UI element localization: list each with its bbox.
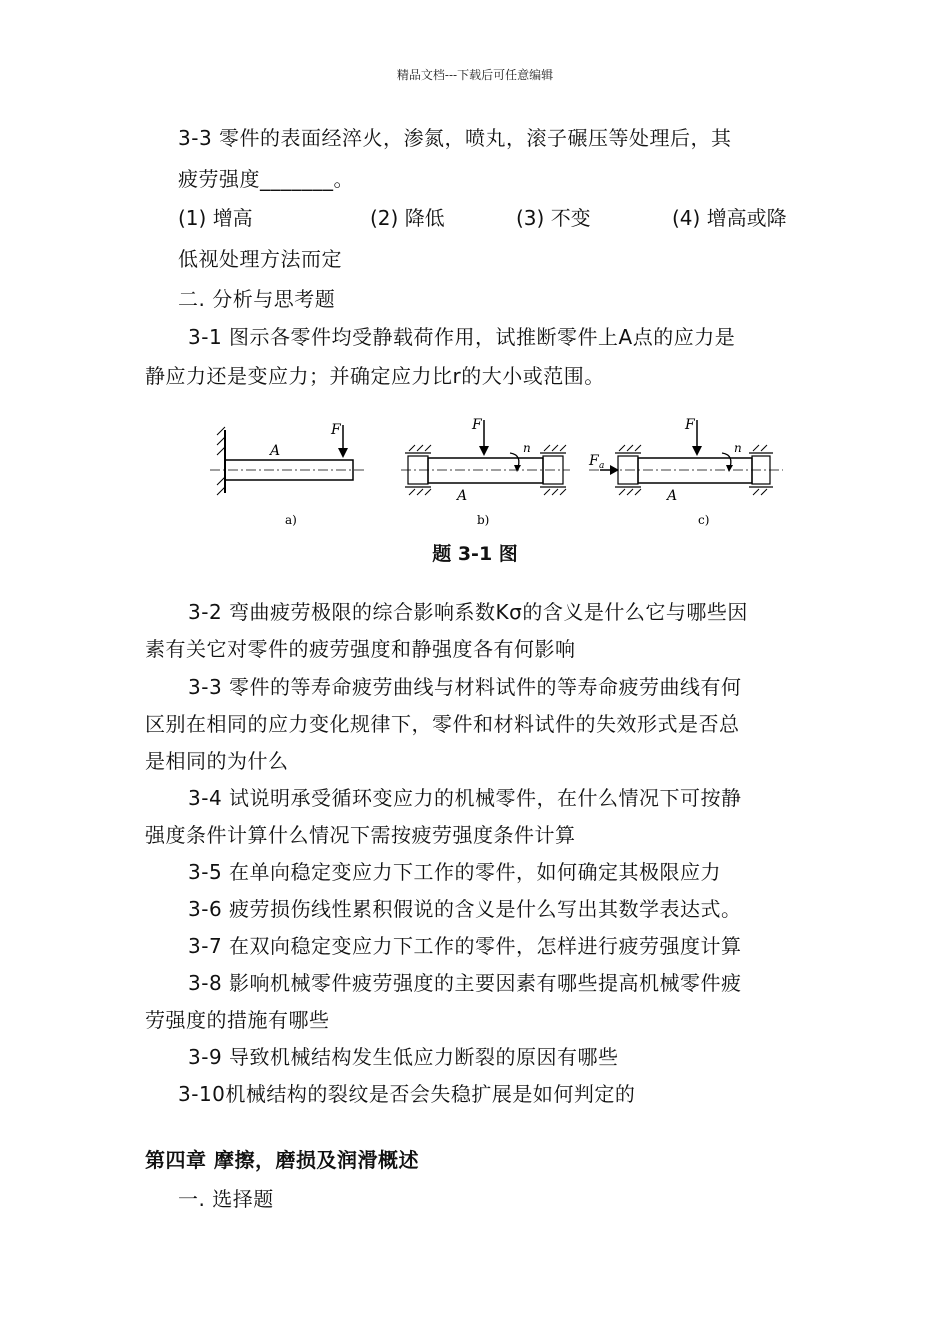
question-3-9: 3-9 导致机械结构发生低应力断裂的原因有哪些	[188, 1045, 619, 1069]
option-4: (4) 增高或降	[672, 206, 787, 230]
question-3-3b-line-3: 是相同的为什么	[145, 749, 289, 773]
point-a-label-a: A	[270, 443, 281, 459]
point-a-label-c: A	[667, 488, 678, 504]
force-label-b: F	[472, 417, 482, 433]
chapter-4-title: 第四章 摩擦，磨损及润滑概述	[145, 1148, 419, 1172]
axial-force-subscript-c: a	[599, 461, 605, 471]
question-3-3-line-1: 3-3 零件的表面经淬火，渗氮，喷丸，滚子碾压等处理后，其	[178, 126, 732, 150]
question-3-8-line-1: 3-8 影响机械零件疲劳强度的主要因素有哪些提高机械零件疲	[188, 971, 742, 995]
question-3-2-line-2: 素有关它对零件的疲劳强度和静强度各有何影响	[145, 637, 576, 661]
question-3-3b-line-1: 3-3 零件的等寿命疲劳曲线与材料试件的等寿命疲劳曲线有何	[188, 675, 742, 699]
question-3-1-line-2: 静应力还是变应力；并确定应力比r的大小或范围。	[145, 364, 605, 388]
page-header: 精品文档---下载后可任意编辑	[396, 68, 554, 82]
figure-c	[588, 417, 783, 527]
figure-b	[401, 417, 570, 527]
question-3-10: 3-10机械结构的裂纹是否会失稳扩展是如何判定的	[178, 1082, 636, 1106]
figure-caption: 题 3-1 图	[432, 543, 518, 565]
axial-force-label-c: F	[589, 453, 599, 469]
option-2: (2) 降低	[370, 206, 445, 230]
sublabel-a: a)	[285, 513, 297, 527]
point-a-label-b: A	[457, 488, 468, 504]
question-3-3b-line-2: 区别在相同的应力变化规律下，零件和材料试件的失效形式是否总	[145, 712, 740, 736]
question-3-7: 3-7 在双向稳定变应力下工作的零件，怎样进行疲劳强度计算	[188, 934, 742, 958]
question-3-1-line-1: 3-1 图示各零件均受静载荷作用，试推断零件上A点的应力是	[188, 325, 736, 349]
figure-a	[210, 422, 365, 527]
option-3: (3) 不变	[516, 206, 591, 230]
question-3-6: 3-6 疲劳损伤线性累积假说的含义是什么写出其数学表达式。	[188, 897, 742, 921]
force-label-c: F	[685, 417, 695, 433]
sublabel-c: c)	[698, 513, 710, 527]
question-3-3-line-4: 低视处理方法而定	[178, 247, 342, 271]
question-3-8-line-2: 劳强度的措施有哪些	[145, 1008, 330, 1032]
sublabel-b: b)	[477, 513, 490, 527]
question-3-4-line-1: 3-4 试说明承受循环变应力的机械零件，在什么情况下可按静	[188, 786, 742, 810]
speed-label-b: n	[523, 441, 531, 455]
question-3-5: 3-5 在单向稳定变应力下工作的零件，如何确定其极限应力	[188, 860, 722, 884]
chapter-4-subheading: 一. 选择题	[178, 1187, 274, 1211]
question-3-4-line-2: 强度条件计算什么情况下需按疲劳强度条件计算	[145, 823, 576, 847]
figure-3-1	[205, 415, 795, 535]
section-heading-analysis: 二. 分析与思考题	[178, 287, 336, 311]
figure-3-1-svg	[205, 415, 795, 535]
question-3-3-line-2: 疲劳强度_______。	[178, 167, 354, 191]
speed-label-c: n	[734, 441, 742, 455]
question-3-2-line-1: 3-2 弯曲疲劳极限的综合影响系数Kσ的含义是什么它与哪些因	[188, 600, 748, 624]
option-1: (1) 增高	[178, 206, 253, 230]
force-label-a: F	[331, 422, 341, 438]
